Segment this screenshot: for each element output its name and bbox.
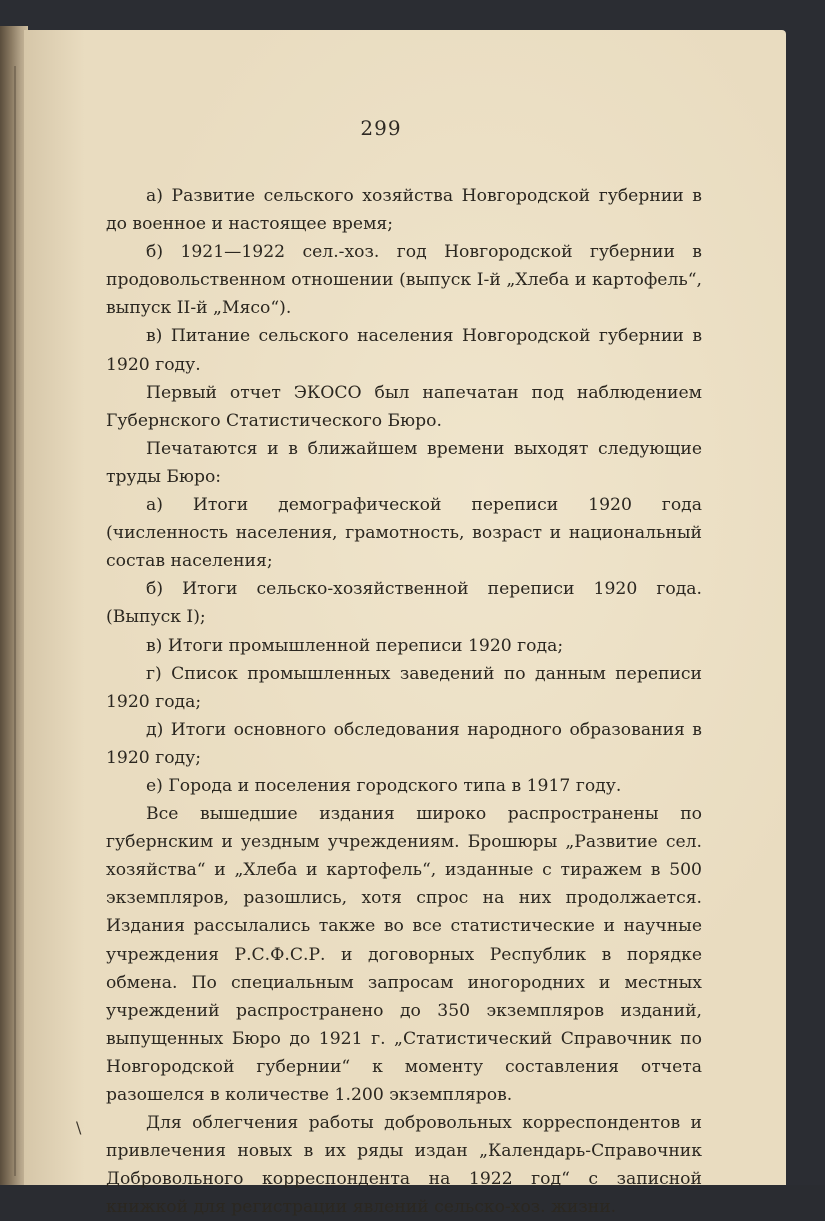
margin-pencil-mark: \ xyxy=(76,1118,82,1137)
paragraph-forthcoming-works: Печатаются и в ближайшем времени выходят следующие труды Бюро: xyxy=(106,438,702,487)
page-body-text xyxy=(106,182,702,1221)
paragraph-g-list: г) Список промышленных заведений по данным переписи 1920 года; xyxy=(106,663,702,712)
paragraph-v-industrial: в) Итоги промышленной переписи 1920 года; xyxy=(146,635,564,656)
page-number: 299 xyxy=(360,116,402,140)
paragraph-a-demographic: а) Итоги демографической переписи 1920 года (численность населения, грамотность, возраст и национальный состав населения; xyxy=(106,495,702,572)
paragraph-a-development: а) Развитие сельского хозяйства Новгородской губернии в до военное и настоящее время; xyxy=(106,186,702,235)
paragraph-correspondents: Для облегчения работы добровольных корреспондентов и привлечения новых в их ряды издан „Календарь-Справочник Добровольного корреспондента на 1922 год“ с записной книжкой для регистрации явлений сельско-хоз. жизни. xyxy=(106,1113,702,1218)
book-page xyxy=(24,30,786,1218)
paragraph-first-report: Первый отчет ЭКОСО был напечатан под наблюдением Губернского Статистического Бюро. xyxy=(106,382,702,431)
spine-crease xyxy=(14,66,16,1176)
paragraph-v-nutrition: в) Питание сельского населения Новгородской губернии в 1920 году. xyxy=(106,326,702,375)
paragraph-b-agricultural: б) Итоги сельско-хозяйственной переписи 1920 года. (Выпуск I); xyxy=(106,579,702,628)
paragraph-d-education: д) Итоги основного обследования народного образования в 1920 году; xyxy=(106,719,702,768)
paragraph-e-cities: е) Города и поселения городского типа в 1917 году. xyxy=(146,775,622,796)
paragraph-b-1921-1922: б) 1921—1922 сел.-хоз. год Новгородской губернии в продовольственном отношении (выпуск I-й „Хлеба и картофель“, выпуск II-й „Мясо“). xyxy=(106,242,702,319)
paragraph-distribution: Все вышедшие издания широко распространены по губернским и уездным учреждениям. Брошюры „Развитие сел. хозяйства“ и „Хлеба и картофель“, изданные с тиражем в 500 экземпляров, разошлись, хотя спрос на них продолжается. Издания рассылались также во все статистические и научные учреждения Р.С.Ф.С.Р. и договорных Республик в порядке обмена. По специальным запросам иногородних и местных учреждений распространено до 350 экземпляров изданий, выпущенных Бюро до 1921 г. „Статистический Справочник по Новгородской губернии“ к моменту составления отчета разошелся в количестве 1.200 экземпляров. xyxy=(106,804,702,1105)
